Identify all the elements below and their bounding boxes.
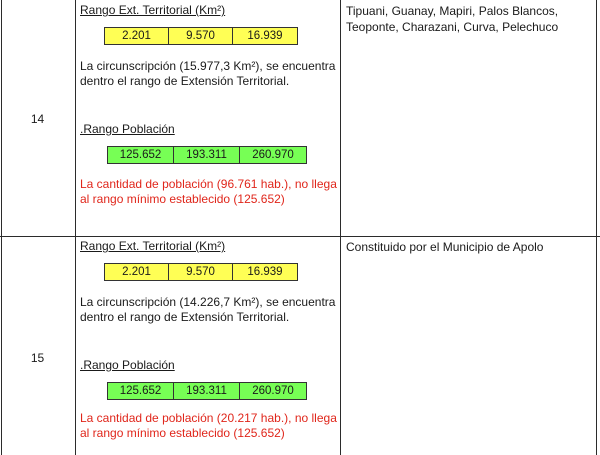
- table-row: [0, 237, 600, 455]
- pop-range-max: 260.970: [240, 147, 306, 163]
- pop-range-table: [107, 146, 307, 164]
- row-number: 14: [30, 112, 45, 126]
- ext-range-max: 16.939: [233, 28, 297, 44]
- ext-range-table: [104, 27, 298, 45]
- municipios-cell: Tipuani, Guanay, Mapiri, Palos Blancos, Teoponte, Charazani, Curva, Pelechuco: [346, 4, 559, 34]
- pop-range-min: 125.652: [108, 383, 174, 399]
- poblacion-warning: La cantidad de población (20.217 hab.), no llega al rango mínimo establecido (125.652): [80, 411, 337, 440]
- pop-range-min: 125.652: [108, 147, 174, 163]
- criteria-cell: [80, 3, 340, 206]
- pop-range-max: 260.970: [240, 383, 306, 399]
- pop-range-mid: 193.311: [174, 383, 240, 399]
- ext-territorial-note: La circunscripción (14.226,7 Km²), se encuentra dentro el rango de Extensión Territorial.: [80, 295, 336, 324]
- ext-range-mid: 9.570: [169, 264, 233, 280]
- municipios-cell: Constituido por el Municipio de Apolo: [346, 240, 544, 254]
- ext-territorial-heading: Rango Ext. Territorial (Km²): [80, 239, 226, 253]
- poblacion-heading: .Rango Población: [80, 122, 175, 136]
- ext-territorial-heading: Rango Ext. Territorial (Km²): [80, 3, 226, 17]
- pop-range-mid: 193.311: [174, 147, 240, 163]
- row-number: 15: [30, 351, 45, 365]
- ext-range-mid: 9.570: [169, 28, 233, 44]
- ext-range-min: 2.201: [105, 264, 169, 280]
- criteria-cell: [80, 239, 340, 440]
- poblacion-warning: La cantidad de población (96.761 hab.), no llega al rango mínimo establecido (125.652): [80, 177, 337, 206]
- pop-range-table: [107, 382, 307, 400]
- ext-territorial-note: La circunscripción (15.977,3 Km²), se encuentra dentro el rango de Extensión Territorial.: [80, 59, 336, 88]
- ext-range-table: [104, 263, 298, 281]
- ext-range-max: 16.939: [233, 264, 297, 280]
- ext-range-min: 2.201: [105, 28, 169, 44]
- poblacion-heading: .Rango Población: [80, 358, 175, 372]
